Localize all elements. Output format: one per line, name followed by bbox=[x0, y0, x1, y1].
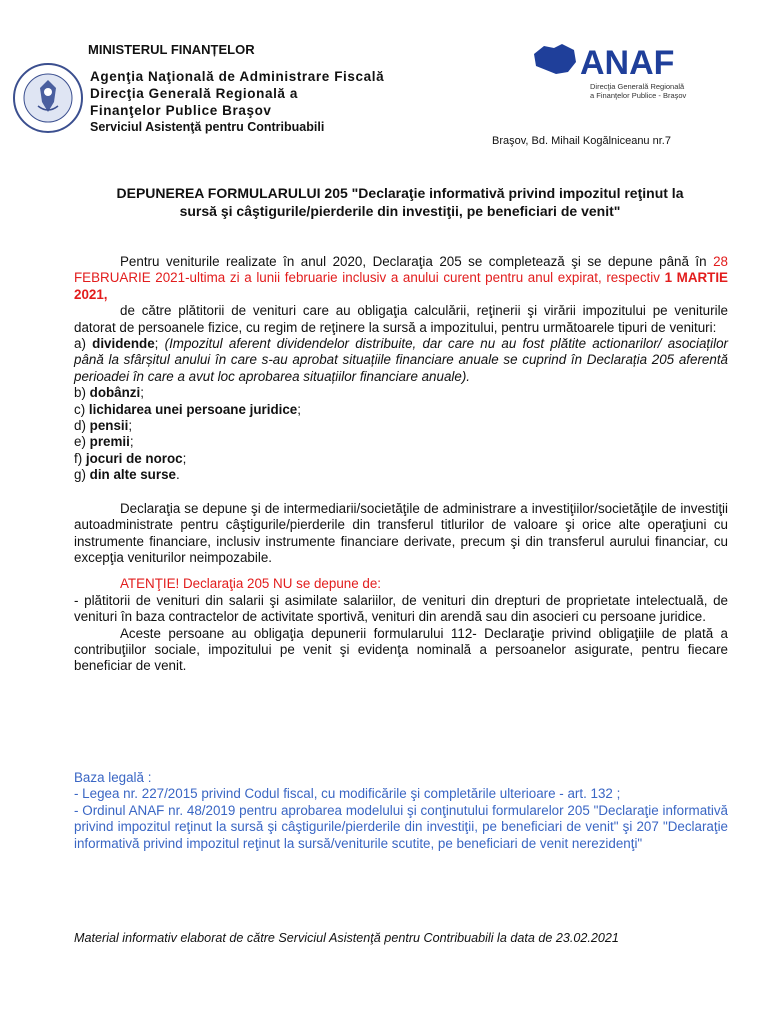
income-item-a bbox=[74, 336, 728, 385]
income-item-d bbox=[74, 418, 728, 434]
income-item-b bbox=[74, 385, 728, 401]
item-label: pensii bbox=[89, 418, 129, 434]
item-prefix: e) bbox=[74, 434, 90, 450]
service-name: Serviciul Asistenţă pentru Contribuabili bbox=[90, 120, 325, 134]
legal-basis-section bbox=[74, 770, 728, 852]
item-label: dividende bbox=[92, 336, 155, 352]
income-item-g bbox=[74, 467, 728, 483]
office-address: Braşov, Bd. Mihail Kogălniceanu nr.7 bbox=[492, 135, 671, 147]
item-suffix: ; bbox=[297, 401, 301, 417]
intermediaries-paragraph: Declaraţia se depune şi de intermediarii/societăţile de administrare a investiţiilor/societăţile de investiţii autoadministrate pentru câştigurile/pierderile din transferul titlurilor de valoare şi orice alte operaţiuni cu instrumente financiare, inclusiv instrumente financiare derivate, precum şi din transferul aurului financiar, cu excepţia veniturilor neimpozabile. bbox=[74, 500, 728, 565]
income-item-e bbox=[74, 434, 728, 450]
document-body bbox=[74, 254, 728, 675]
warning-heading: ATENŢIE! Declaraţia 205 NU se depune de: bbox=[120, 576, 381, 592]
item-label: lichidarea unei persoane juridice bbox=[88, 401, 298, 417]
agency-name-block bbox=[90, 68, 384, 136]
legal-basis-item-1: - Legea nr. 227/2015 privind Codul fiscal, cu modificările şi completările ulterioare - art. 132 ; bbox=[74, 786, 621, 802]
item-prefix: b) bbox=[74, 385, 90, 401]
agency-line-1: Agenţia Naţională de Administrare Fiscală bbox=[90, 69, 385, 84]
item-prefix: d) bbox=[74, 418, 90, 434]
item-suffix: ; bbox=[128, 418, 133, 434]
document-title bbox=[60, 184, 740, 220]
item-label: dobânzi bbox=[89, 385, 141, 401]
income-item-f bbox=[74, 451, 728, 467]
form-112-paragraph: Aceste persoane au obligaţia depunerii formularului 112- Declaraţie privind obligaţiile de plată a contribuţiilor sociale, impozitului pe venit şi evidenţa nominală a persoanelor asigurate, pentru fiecare beneficiar de venit. bbox=[74, 625, 728, 674]
deadline-paragraph bbox=[74, 254, 728, 303]
deadline-text: Pentru veniturile realizate în anul 2020, Declaraţia 205 se completează şi se depune până în bbox=[120, 254, 714, 269]
item-suffix: ; bbox=[154, 336, 165, 352]
ministry-heading: MINISTERUL FINANȚELOR bbox=[88, 42, 255, 57]
item-prefix: c) bbox=[74, 401, 89, 417]
agency-line-3: Finanţelor Publice Braşov bbox=[90, 103, 272, 118]
svg-text:ANAF: ANAF bbox=[580, 44, 675, 82]
item-prefix: a) bbox=[74, 336, 93, 352]
footer-note: Material informativ elaborat de către Serviciul Asistenţă pentru Contribuabili la data de 23.02.2021 bbox=[74, 931, 619, 945]
item-suffix: ; bbox=[140, 385, 144, 401]
ministry-seal-icon bbox=[12, 62, 84, 134]
deadline-date-text: 28 FEBRUARIE 2021-ultima zi a lunii februarie inclusiv a anului curent pentru anul expirat, respectiv bbox=[74, 254, 728, 286]
item-label: din alte surse bbox=[89, 467, 176, 483]
deadline-date-bold: 1 MARTIE 2021, bbox=[74, 270, 728, 302]
item-label: jocuri de noroc bbox=[85, 450, 183, 466]
anaf-subtitle-line-1: Direcţia Generală Regională bbox=[590, 82, 685, 91]
legal-basis-heading: Baza legală : bbox=[74, 770, 152, 785]
legal-basis-item-2: - Ordinul ANAF nr. 48/2019 pentru aprobarea modelului şi conţinutului formularelor 205 "Declaraţie informativă privind impozitul reţinut la sursă şi câştigurile/pierderile din investiţii, pe beneficiari de venit" şi 207 "Declaraţie informativă privind impozitul reţinut la sursă/veniturile scutite, pe beneficiari de venit nerezidenţi" bbox=[74, 802, 728, 851]
item-note: (Impozitul aferent dividendelor distribuite, dar care nu au fost plătite actionarilor/ asociaților până la sfârșitul anului în care s-au aprobat situațiile financiare anuale se cuprind în Declarația 205 aferentă perioadei în care a avut loc aprobarea situațiilor financiare anuale). bbox=[74, 336, 728, 384]
income-item-c bbox=[74, 402, 728, 418]
agency-line-2: Direcţia Generală Regională a bbox=[90, 86, 298, 101]
title-line-1: DEPUNEREA FORMULARULUI 205 "Declaraţie informativă privind impozitul reţinut la bbox=[116, 185, 684, 201]
item-prefix: f) bbox=[74, 450, 86, 466]
exempt-payers-paragraph: - plătitorii de venituri din salarii şi asimilate salariilor, de venituri din drepturi de proprietate intelectuală, de venituri în baza contractelor de activitate sportivă, venituri din arendă sau din asocieri cu persoane juridice. bbox=[74, 592, 728, 625]
title-line-2: sursă şi câştigurile/pierderile din investiţii, pe beneficiari de venit" bbox=[179, 203, 621, 219]
payers-paragraph: de către plătitorii de venituri care au obligaţia calculării, reţinerii şi virării impozitului pe veniturile datorat de persoanele fizice, cu regim de reţinere la sursă a impozitului, pentru următoarele tipuri de venituri: bbox=[74, 303, 728, 335]
item-label: premii bbox=[89, 434, 130, 450]
anaf-subtitle bbox=[590, 82, 686, 100]
anaf-subtitle-line-2: a Finanţelor Publice - Braşov bbox=[590, 91, 687, 100]
item-prefix: g) bbox=[74, 467, 90, 483]
item-suffix: . bbox=[175, 467, 180, 483]
item-suffix: ; bbox=[129, 434, 134, 450]
item-suffix: ; bbox=[182, 450, 187, 466]
